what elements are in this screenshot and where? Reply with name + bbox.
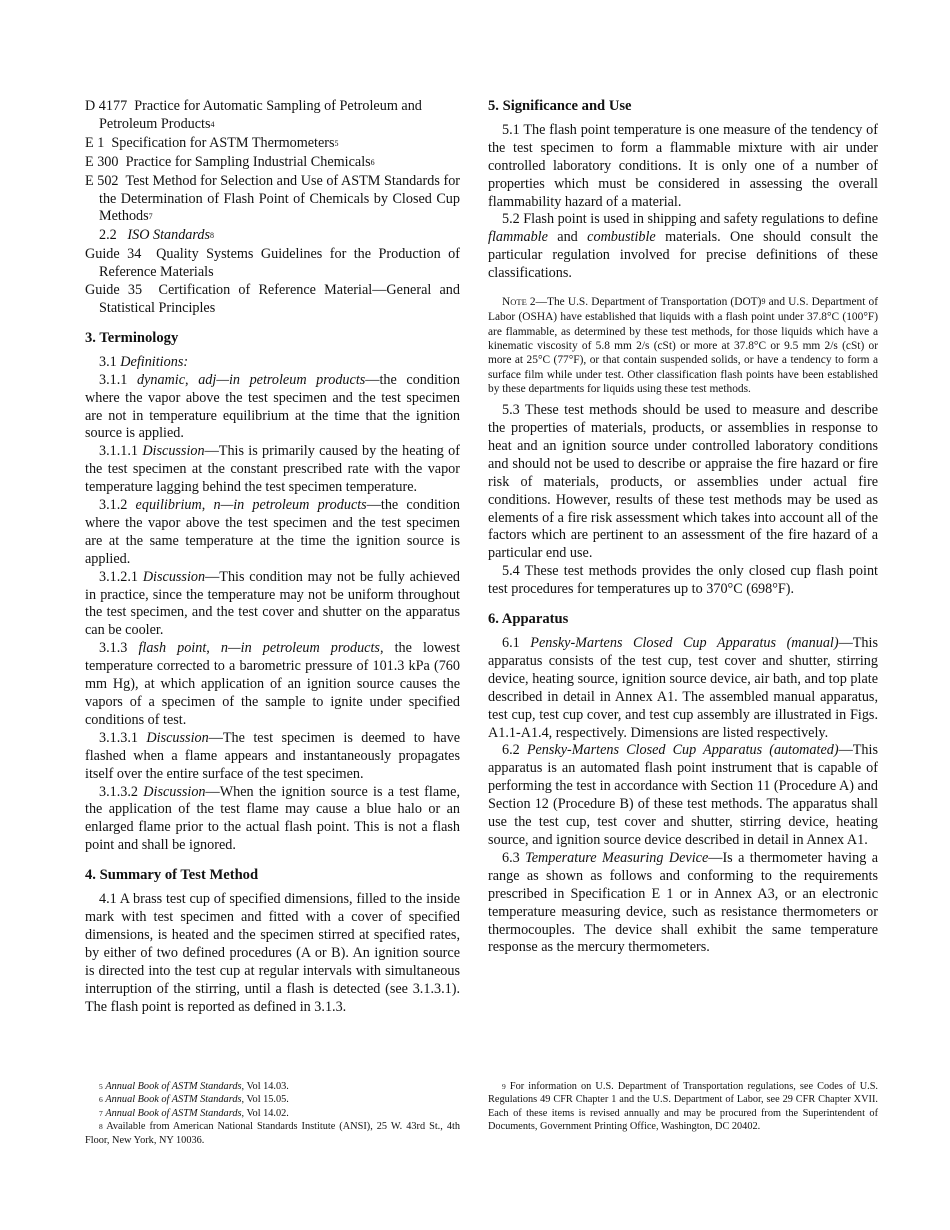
apparatus-6-1: 6.1 Pensky-Martens Closed Cup Apparatus (manual)—This apparatus consists of the test cup, test cover and shutter, stirring device, heating source, ignition source device, air bath, and top plate described in detail in Annex A1. The assembled manual apparatus, test cup, test cup cover, and test cup assembly are illustrated in Figs. A1.1-A1.4, respectively. Dimensions are listed respectively.: [488, 635, 878, 741]
apparatus-6-3: 6.3 Temperature Measuring Device—Is a thermometer having a range as shown as follows and conforming to the requirements prescribed in Specification E 1 or in Annex A3, or an electronic temperature measuring device, such as resistance thermometers or thermocouples. The device shall exhibit the same temperature response as the mercury thermometers.: [488, 849, 878, 956]
significance-5-4: 5.4 These test methods provides the only closed cup flash point test procedures for temperatures up to 370°C (698°F).: [488, 563, 878, 598]
left-column: [85, 98, 460, 1016]
footnote-8: 8 Available from American National Standards Institute (ANSI), 25 W. 43rd St., 4th Floor, New York, NY 10036.: [85, 1121, 460, 1146]
reference-e1: E 1 Specification for ASTM Thermometers$^5$: [85, 134, 339, 151]
definition-3-1-3: 3.1.3 flash point, n—in petroleum products, the lowest temperature corrected to a barometric pressure of 101.3 kPa (760 mm Hg), at which application of an ignition source causes the vapors of a specimen of the sample to ignite under specified conditions of test.: [85, 640, 461, 728]
summary-heading: 4. Summary of Test Method: [85, 867, 259, 884]
right-column: [488, 98, 878, 957]
footnote-5: 5 Annual Book of ASTM Standards, Vol 14.03.: [99, 1081, 289, 1092]
terminology-heading: 3. Terminology: [85, 329, 179, 346]
reference-e502: E 502 Test Method for Selection and Use of ASTM Standards for the Determination of Flash Point of Chemicals by Closed Cup Methods$^7$: [85, 172, 461, 225]
reference-e300: E 300 Practice for Sampling Industrial Chemicals$^6$: [85, 153, 375, 170]
footnotes-left: [85, 1080, 460, 1147]
discussion-3-1-3-2: 3.1.3.2 Discussion—When the ignition source is a test flame, the application of the test flame may cause a blue halo or an enlarged flame prior to the actual flash point. This is not a flash point and shall be ignored.: [85, 783, 461, 854]
discussion-3-1-1-1: 3.1.1.1 Discussion—This is primarily caused by the heating of the test specimen at the constant prescribed rate with the vapor temperature lagging behind the test specimen temperature.: [85, 443, 460, 496]
footnotes-right: [488, 1080, 878, 1134]
significance-5-3: 5.3 These test methods should be used to measure and describe the properties of materials, products, or assemblies in response to heat and an ignition source under controlled laboratory conditions and should not be used to describe or appraise the fire hazard or fire risk of materials, products, or assemblies under actual fire conditions. However, results of these test methods may be used as elements of a fire risk assessment which takes into account all of the factors which are pertinent to an assessment of the fire hazard of a particular end use.: [488, 402, 878, 562]
discussion-3-1-3-1: 3.1.3.1 Discussion—The test specimen is deemed to have flashed when a flame appears and instantaneously propagates itself over the entire surface of the test specimen.: [85, 729, 461, 782]
reference-guide35: Guide 35 Certification of Reference Material—General and Statistical Principles: [85, 282, 460, 316]
definition-3-1-1: 3.1.1 dynamic, adj—in petroleum products—the condition where the vapor above the test specimen and the test specimen are not in temperature equilibrium at the time that the ignition source is applied.: [85, 371, 460, 442]
significance-5-2: 5.2 Flash point is used in shipping and safety regulations to define flammable and combustible materials. One should consult the particular regulation involved for precise definitions of these classifications.: [488, 211, 878, 282]
footnote-9: 9 For information on U.S. Department of Transportation regulations, see Codes of U.S. Regulations 49 CFR Chapter 1 and the U.S. Department of Labor, see 29 CFR Chapter XVII. Each of these items is revised annually and may be procured from the Superintendent of Documents, Government Printing Office, Washington, DC 20402.: [488, 1081, 879, 1133]
apparatus-6-2: 6.2 Pensky-Martens Closed Cup Apparatus (automated)—This apparatus is an automated flash point instrument that is capable of performing the test in accordance with Section 11 (Procedure A) and Section 12 (Procedure B) of these test methods. The apparatus shall use the test cup, test cover and shutter, stirring device, heating source, and ignition source device described in detail in Annex A1.: [488, 742, 878, 848]
significance-5-1: 5.1 The flash point temperature is one measure of the tendency of the test specimen to form a flammable mixture with air under controlled laboratory conditions. It is only one of a number of properties which must be considered in assessing the overall flammability hazard of a material.: [488, 121, 878, 210]
reference-guide34: Guide 34 Quality Systems Guidelines for the Production of Reference Materials: [85, 246, 460, 281]
summary-4-1: 4.1 A brass test cup of specified dimensions, filled to the inside mark with test specimen and fitted with a cover of specified dimensions, is heated and the specimen stirred at specified rates, by either of two defined procedures (A or B). An ignition source is directed into the test cup at regular intervals with simultaneous interruption of the stirring, until a flash is detected (see 3.1.3.1). The flash point is reported as defined in 3.1.3.: [85, 891, 460, 1015]
discussion-3-1-2-1: 3.1.2.1 Discussion—This condition may not be fully achieved in practice, since the temperature may not be uniform throughout the test specimen, and the test cover and shutter on the apparatus can be cooler.: [85, 568, 461, 639]
footnote-6: 6 Annual Book of ASTM Standards, Vol 15.05.: [99, 1094, 289, 1106]
note-2: NOTE 2—The U.S. Department of Transportation (DOT)$^9$ and U.S. Department of Labor (OSHA) have established that liquids with a flash point under 37.8°C (100°F) are flammable, as determined by these test methods, for those liquids which have a kinematic viscosity of 5.8 mm 2/s (cSt) or more at 37.8°C or 9.5 mm 2/s (cSt) or more at 25°C (77°F), or that contain suspended solids, or have a tendency to form a surface film while under test. Other classification flash points have been established by these departments for liquids using these test methods.: [488, 296, 878, 395]
reference-d4177: D 4177 Practice for Automatic Sampling of Petroleum and Petroleum Products$^4$: [85, 98, 422, 132]
footnote-7: 7 Annual Book of ASTM Standards, Vol 14.02.: [99, 1107, 289, 1119]
definition-3-1-2: 3.1.2 equilibrium, n—in petroleum products—the condition where the vapor above the test specimen and the test specimen are at the same temperature at the time the ignition source is applied.: [85, 497, 460, 567]
apparatus-heading: 6. Apparatus: [488, 611, 569, 628]
definitions-subheading: 3.1 Definitions:: [99, 353, 189, 370]
iso-standards-subheading: 2.2 ISO Standards$^8$: [99, 227, 215, 244]
significance-heading: 5. Significance and Use: [488, 98, 632, 114]
